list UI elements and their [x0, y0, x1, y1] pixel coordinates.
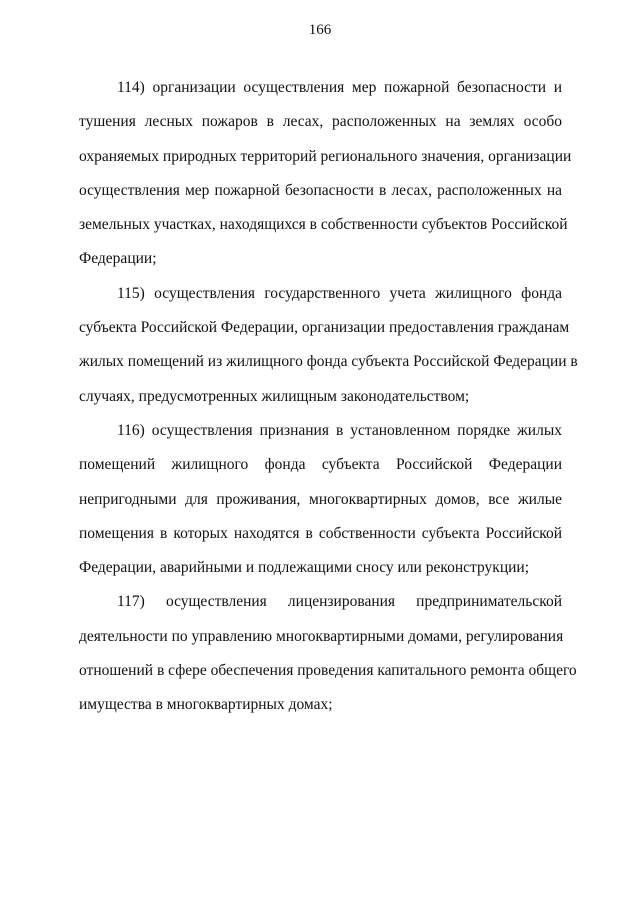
text-line: Федерации;: [79, 250, 157, 268]
text-line: непригодными для проживания, многоквартирных домов, все жилые: [79, 490, 562, 508]
paragraph-115: [79, 277, 578, 414]
text-line: субъекта Российской Федерации, организации предоставления гражданам: [79, 319, 570, 337]
paragraph-116: [79, 414, 562, 585]
text-line: 117) осуществления лицензирования предпринимательской: [117, 593, 562, 611]
text-line: Федерации, аварийными и подлежащими сносу или реконструкции;: [79, 559, 530, 577]
text-line: жилых помещений из жилищного фонда субъекта Российской Федерации в: [79, 353, 578, 371]
document-body: [79, 71, 578, 723]
text-line: 115) осуществления государственного учета жилищного фонда: [117, 284, 562, 302]
text-line: охраняемых природных территорий регионального значения, организации: [79, 147, 572, 165]
text-line: тушения лесных пожаров в лесах, расположенных на землях особо: [79, 113, 562, 131]
paragraph-117: [79, 585, 577, 722]
text-line: помещения в которых находятся в собственности субъекта Российской: [79, 524, 562, 542]
text-line: осуществления мер пожарной безопасности в лесах, расположенных на: [79, 181, 562, 199]
text-line: отношений в сфере обеспечения проведения капитального ремонта общего: [79, 662, 577, 680]
text-line: случаях, предусмотренных жилищным законодательством;: [79, 387, 470, 405]
text-line: помещений жилищного фонда субъекта Российской Федерации: [79, 456, 562, 474]
text-line: земельных участках, находящихся в собственности субъектов Российской: [79, 216, 568, 234]
text-line: имущества в многоквартирных домах;: [79, 696, 333, 714]
text-line: деятельности по управлению многоквартирными домами, регулирования: [79, 627, 564, 645]
page-number: 166: [308, 22, 332, 38]
paragraph-114: [79, 71, 572, 277]
text-line: 114) организации осуществления мер пожарной безопасности и: [117, 79, 562, 96]
text-line: 116) осуществления признания в установленном порядке жилых: [117, 421, 562, 439]
